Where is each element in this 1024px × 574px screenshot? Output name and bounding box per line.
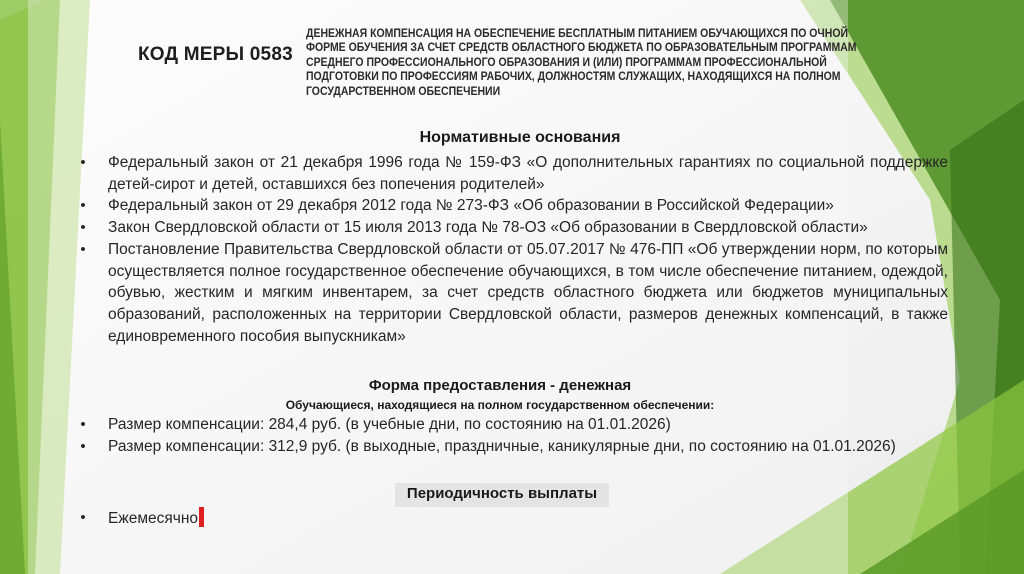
bullet-icon: • xyxy=(80,197,86,215)
list-item: • Размер компенсации: 284,4 руб. (в учебные дни, по состоянию на 01.01.2026) xyxy=(76,414,948,436)
list-item: • Размер компенсации: 312,9 руб. (в выходные, праздничные, каникулярные дни, по состоянию на 01.01.2026) xyxy=(76,436,948,458)
text-cursor xyxy=(199,507,204,527)
list-item: • Постановление Правительства Свердловской области от 05.07.2017 № 476-ПП «Об утверждении норм, по которым осуществляется полное государственное обеспечение обучающихся, в том числе обеспечение питанием, одеждой, обувью, жестким и мягким инвентарем, за счет средств областного бюджета или бюджетов муниципальных образований, расположенных на территории Свердловской области, размеров денежных компенсаций, в также единовременного пособия выпускникам» xyxy=(76,239,948,348)
form-subtitle: Обучающиеся, находящиеся на полном государственном обеспечении: xyxy=(285,398,715,412)
list-item: • Федеральный закон от 21 декабря 1996 года № 159-ФЗ «О дополнительных гарантиях по социальной поддержке детей-сирот и детей, оставшихся без попечения родителей» xyxy=(76,152,948,195)
bullet-icon: • xyxy=(80,219,86,237)
bullet-icon: • xyxy=(80,154,86,171)
list-item: • Закон Свердловской области от 15 июля 2013 года № 78-ОЗ «Об образовании в Свердловской области» xyxy=(76,217,948,239)
legal-basis-list xyxy=(76,152,948,347)
form-list xyxy=(76,414,948,457)
form-title: Форма предоставления - денежная xyxy=(368,377,632,394)
bullet-icon: • xyxy=(80,437,86,455)
list-item: • Федеральный закон от 29 декабря 2012 года № 273-ФЗ «Об образовании в Российской Федерации» xyxy=(76,195,948,217)
periodicity-list xyxy=(76,507,948,530)
bullet-icon: • xyxy=(80,240,86,258)
measure-title: ДЕНЕЖНАЯ КОМПЕНСАЦИЯ НА ОБЕСПЕЧЕНИЕ БЕСПЛАТНЫМ ПИТАНИЕМ ОБУЧАЮЩИХСЯ ПО ОЧНОЙ ФОРМЕ ОБУЧЕНИЯ ЗА СЧЕТ СРЕДСТВ ОБЛАСТНОГО БЮДЖЕТА ПО ОБРАЗОВАТЕЛЬНЫМ ПРОГРАММАМ СРЕДНЕГО ПРОФЕССИОНАЛЬНОГО ОБРАЗОВАНИЯ И (ИЛИ) ПРОГРАММАМ ПРОФЕССИОНАЛЬНОЙ ПОДГОТОВКИ ПО ПРОФЕССИЯМ РАБОЧИХ, ДОЛЖНОСТЯМ СЛУЖАЩИХ, НАХОДЯЩИХСЯ НА ПОЛНОМ ГОСУДАРСТВЕННОМ ОБЕСПЕЧЕНИИ xyxy=(306,26,857,98)
bullet-icon: • xyxy=(80,509,86,526)
measure-code: КОД МЕРЫ 0583 xyxy=(138,44,293,65)
bullet-icon: • xyxy=(80,416,86,433)
list-item: • Ежемесячно xyxy=(76,507,948,530)
periodicity-title: Периодичность выплаты xyxy=(406,485,598,502)
legal-basis-title: Нормативные основания xyxy=(419,129,621,146)
